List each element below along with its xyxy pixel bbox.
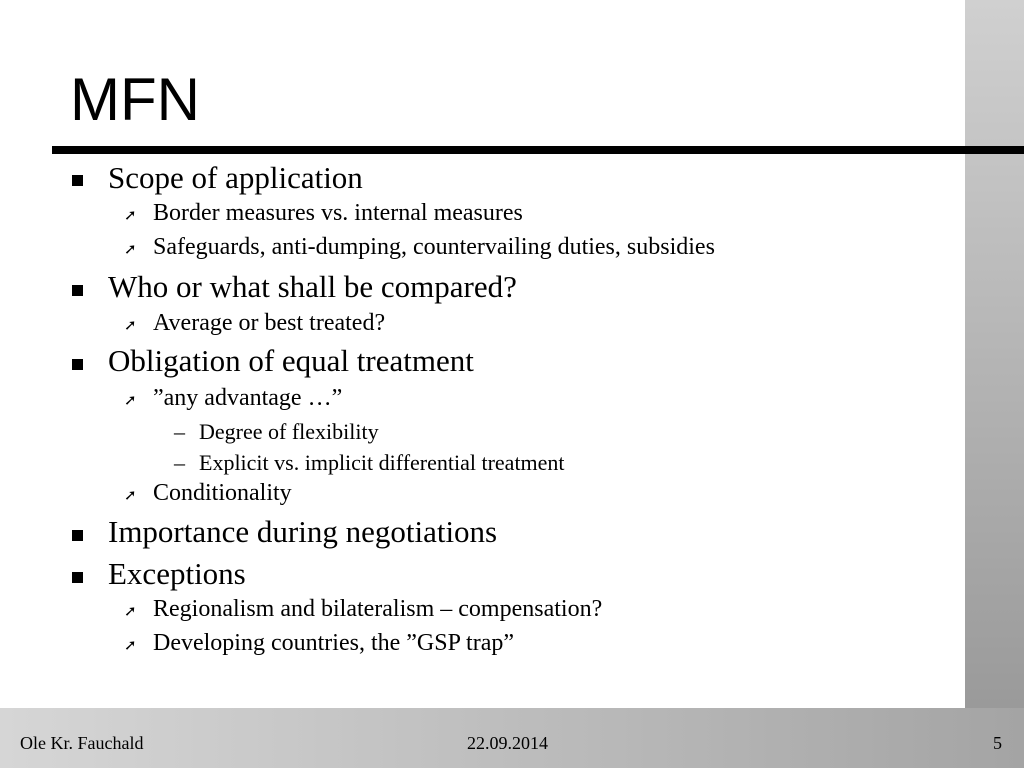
- bullet-item: Explicit vs. implicit differential treatment: [199, 450, 565, 475]
- square-bullet-icon: [72, 572, 83, 583]
- arrow-bullet-icon: ➚: [124, 206, 137, 224]
- bullet-item: Importance during negotiations: [108, 514, 498, 549]
- slide-title: MFN: [70, 66, 200, 133]
- square-bullet-icon: [72, 285, 83, 296]
- bullet-item: Developing countries, the ”GSP trap”: [153, 630, 515, 656]
- footer-author: Ole Kr. Fauchald: [20, 733, 144, 753]
- arrow-bullet-icon: ➚: [124, 486, 137, 504]
- bullet-item: Border measures vs. internal measures: [153, 200, 523, 226]
- footer-page-number: 5: [993, 733, 1002, 753]
- arrow-bullet-icon: ➚: [124, 602, 137, 620]
- bullet-item: Exceptions: [108, 556, 246, 591]
- bullet-item: Obligation of equal treatment: [108, 343, 474, 378]
- arrow-bullet-icon: ➚: [124, 240, 137, 258]
- bullet-item: Who or what shall be compared?: [108, 269, 517, 304]
- bullet-item: ”any advantage …”: [153, 385, 343, 411]
- square-bullet-icon: [72, 175, 83, 186]
- right-decorative-bar: [965, 0, 1024, 708]
- arrow-bullet-icon: ➚: [124, 391, 137, 409]
- bullet-item: Safeguards, anti-dumping, countervailing duties, subsidies: [153, 234, 715, 260]
- bullet-item: Scope of application: [108, 160, 363, 195]
- bullet-item: Average or best treated?: [153, 310, 386, 336]
- title-underline: [52, 146, 1024, 154]
- arrow-bullet-icon: ➚: [124, 636, 137, 654]
- bullet-item: Degree of flexibility: [199, 419, 379, 444]
- dash-bullet-icon: –: [174, 419, 185, 444]
- arrow-bullet-icon: ➚: [124, 316, 137, 334]
- bullet-item: Conditionality: [153, 480, 292, 506]
- square-bullet-icon: [72, 359, 83, 370]
- square-bullet-icon: [72, 530, 83, 541]
- bullet-item: Regionalism and bilateralism – compensation?: [153, 596, 603, 622]
- dash-bullet-icon: –: [174, 450, 185, 475]
- footer-date: 22.09.2014: [467, 733, 548, 753]
